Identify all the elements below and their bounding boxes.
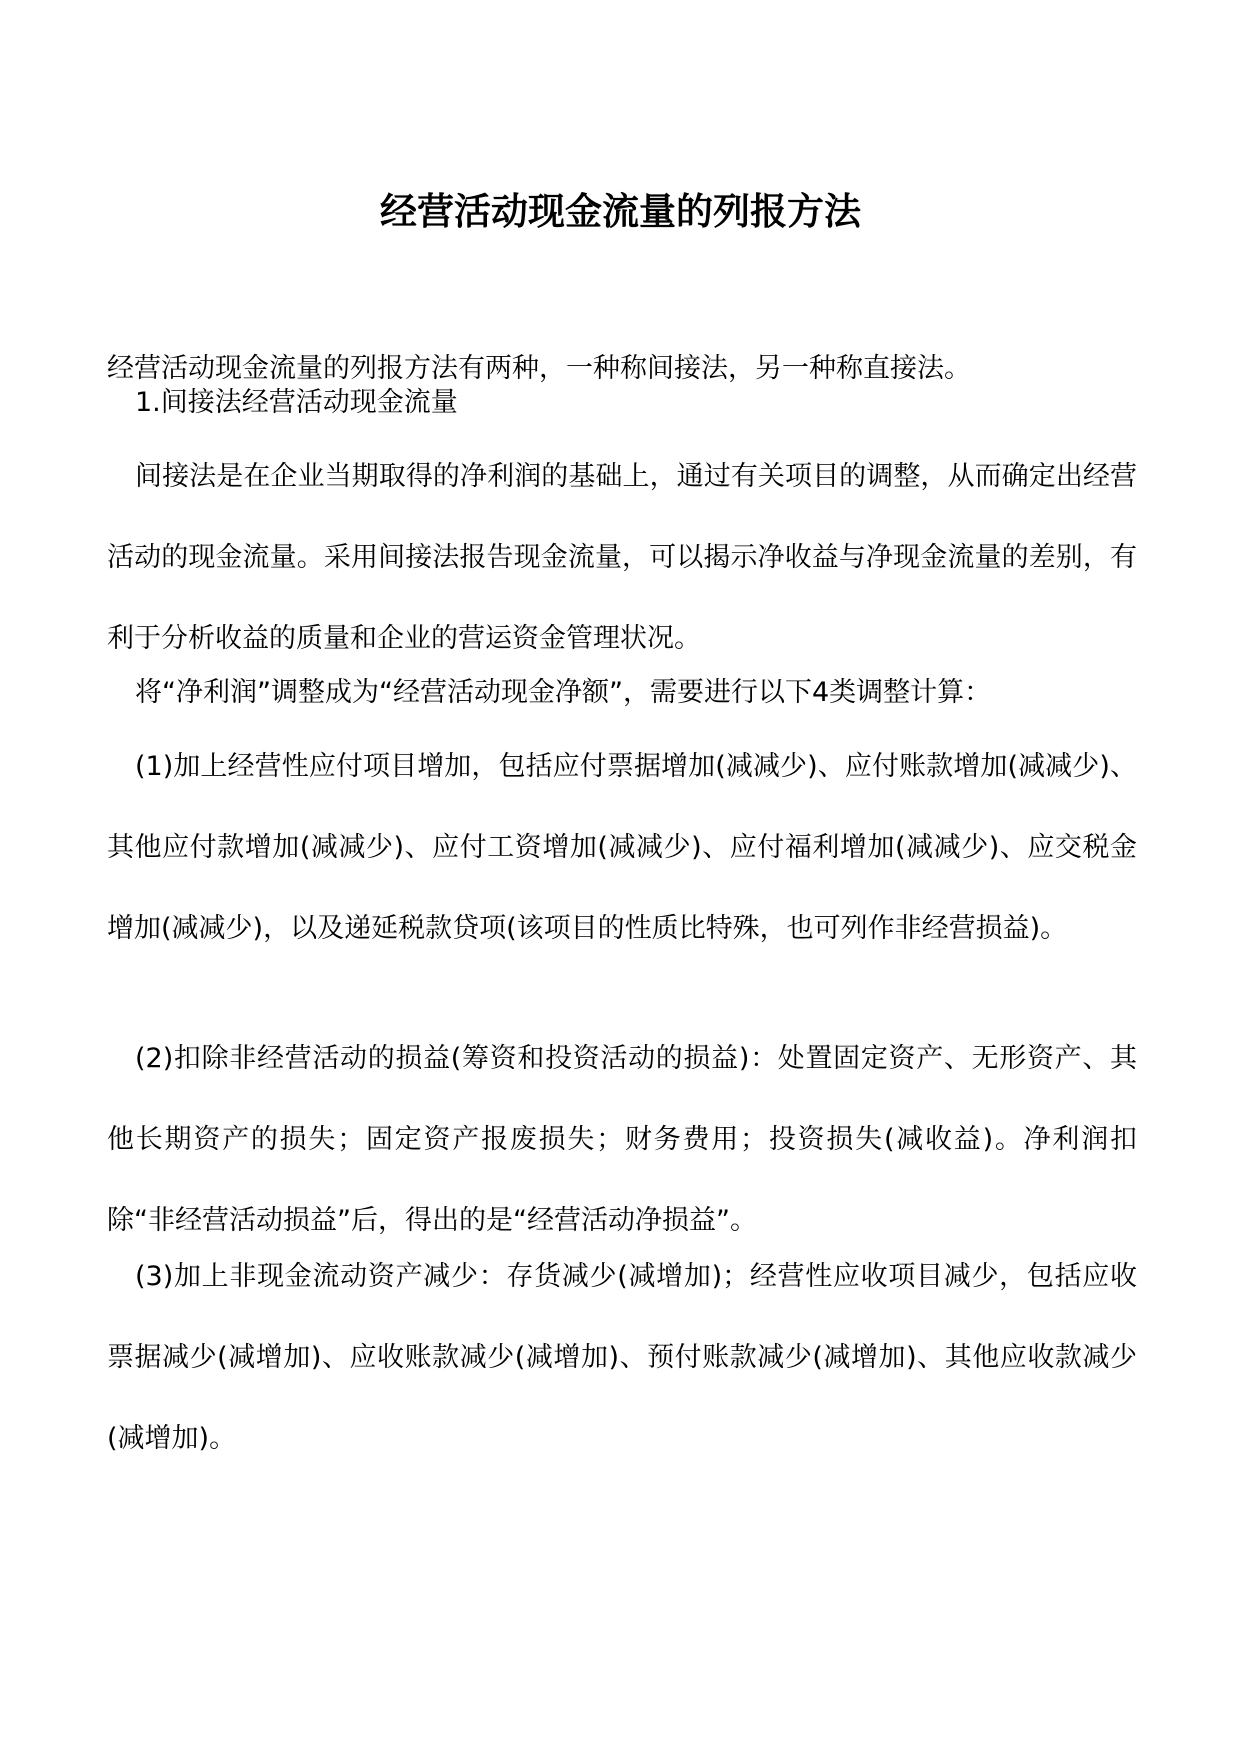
paragraph-adjustment-2: (2)扣除非经营活动的损益(筹资和投资活动的损益)：处置固定资产、无形资产、其他长期资产的损失；固定资产报废损失；财务费用；投资损失(减收益)。净利润扣除“非经营活动损益”后，得出的是“经营活动净损益”。 bbox=[107, 1043, 1137, 1236]
paragraph-adjustment-1: (1)加上经营性应付项目增加，包括应付票据增加(减减少)、应付账款增加(减减少)、其他应付款增加(减减少)、应付工资增加(减减少)、应付福利增加(减减少)、应交税金增加(减减少)，以及递延税款贷项(该项目的性质比特殊，也可列作非经营损益)。 bbox=[107, 751, 1137, 944]
section-heading: 1.间接法经营活动现金流量 bbox=[135, 387, 458, 418]
intro-paragraph: 经营活动现金流量的列报方法有两种，一种称间接法，另一种称直接法。 bbox=[107, 353, 971, 384]
paragraph-indirect-method: 间接法是在企业当期取得的净利润的基础上，通过有关项目的调整，从而确定出经营活动的现金流量。采用间接法报告现金流量，可以揭示净收益与净现金流量的差别，有利于分析收益的质量和企业的营运资金管理状况。 bbox=[107, 461, 1137, 654]
paragraph-four-adjustments: 将“净利润”调整成为“经营活动现金净额”，需要进行以下4类调整计算： bbox=[135, 677, 992, 708]
document-title: 经营活动现金流量的列报方法 bbox=[380, 188, 861, 233]
paragraph-adjustment-3: (3)加上非现金流动资产减少：存货减少(减增加)；经营性应收项目减少，包括应收票据减少(减增加)、应收账款减少(减增加)、预付账款减少(减增加)、其他应收款减少(减增加)。 bbox=[107, 1261, 1137, 1454]
